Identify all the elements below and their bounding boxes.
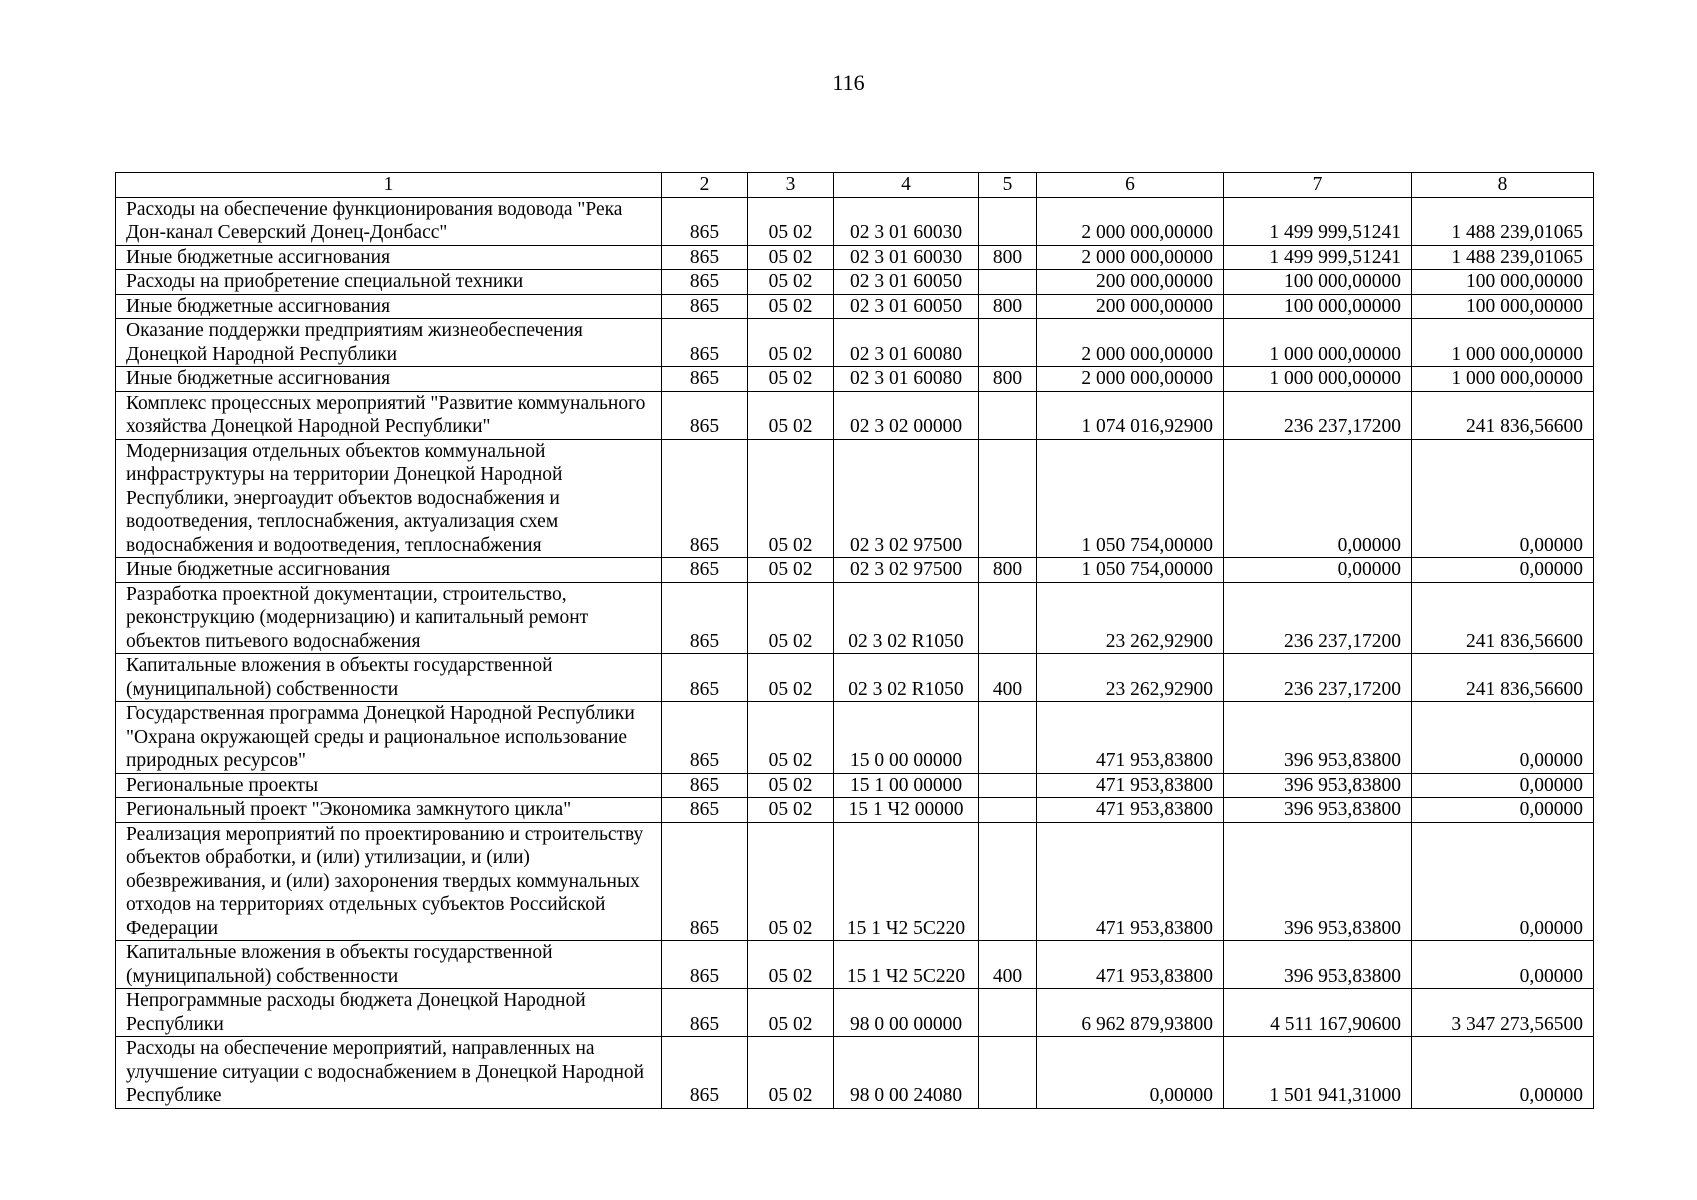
cell-expense-type bbox=[979, 822, 1037, 941]
cell-expense-type bbox=[979, 319, 1037, 367]
cell-amount-3: 241 836,56600 bbox=[1412, 582, 1594, 654]
cell-admin-code: 865 bbox=[662, 798, 748, 823]
cell-amount-1: 471 953,83800 bbox=[1037, 822, 1224, 941]
cell-section-code: 05 02 bbox=[748, 197, 834, 245]
cell-expense-type bbox=[979, 773, 1037, 798]
cell-admin-code: 865 bbox=[662, 367, 748, 392]
cell-admin-code: 865 bbox=[662, 822, 748, 941]
cell-admin-code: 865 bbox=[662, 197, 748, 245]
cell-target-code: 98 0 00 24080 bbox=[834, 1037, 979, 1109]
table-row bbox=[116, 702, 1594, 774]
cell-admin-code: 865 bbox=[662, 1037, 748, 1109]
cell-amount-1: 0,00000 bbox=[1037, 1037, 1224, 1109]
cell-amount-2: 1 000 000,00000 bbox=[1224, 319, 1412, 367]
cell-amount-1: 6 962 879,93800 bbox=[1037, 989, 1224, 1037]
cell-target-code: 02 3 01 60030 bbox=[834, 197, 979, 245]
cell-amount-2: 1 499 999,51241 bbox=[1224, 245, 1412, 270]
table-row bbox=[116, 558, 1594, 583]
column-header: 3 bbox=[748, 173, 834, 198]
table-row bbox=[116, 582, 1594, 654]
cell-amount-1: 200 000,00000 bbox=[1037, 294, 1224, 319]
cell-admin-code: 865 bbox=[662, 582, 748, 654]
cell-target-code: 02 3 01 60080 bbox=[834, 367, 979, 392]
cell-amount-3: 3 347 273,56500 bbox=[1412, 989, 1594, 1037]
budget-table bbox=[115, 172, 1594, 1109]
cell-amount-1: 2 000 000,00000 bbox=[1037, 319, 1224, 367]
cell-name: Непрограммные расходы бюджета Донецкой Народной Республики bbox=[116, 989, 662, 1037]
cell-section-code: 05 02 bbox=[748, 798, 834, 823]
cell-expense-type bbox=[979, 798, 1037, 823]
cell-name: Комплекс процессных мероприятий "Развитие коммунального хозяйства Донецкой Народной Республики" bbox=[116, 391, 662, 439]
cell-name: Расходы на приобретение специальной техники bbox=[116, 270, 662, 295]
cell-amount-2: 396 953,83800 bbox=[1224, 941, 1412, 989]
cell-name: Реализация мероприятий по проектированию и строительству объектов обработки, и (или) утилизации, и (или) обезвреживания, и (или) захоронения твердых коммунальных отходов на территориях отдельных субъектов Российской Федерации bbox=[116, 822, 662, 941]
cell-expense-type bbox=[979, 391, 1037, 439]
cell-expense-type: 800 bbox=[979, 367, 1037, 392]
cell-target-code: 02 3 01 60050 bbox=[834, 294, 979, 319]
cell-admin-code: 865 bbox=[662, 558, 748, 583]
cell-target-code: 02 3 01 60080 bbox=[834, 319, 979, 367]
table-row bbox=[116, 270, 1594, 295]
cell-target-code: 02 3 02 97500 bbox=[834, 439, 979, 558]
cell-amount-3: 1 000 000,00000 bbox=[1412, 319, 1594, 367]
cell-target-code: 15 1 00 00000 bbox=[834, 773, 979, 798]
cell-expense-type bbox=[979, 582, 1037, 654]
table-row bbox=[116, 1037, 1594, 1109]
cell-amount-2: 1 499 999,51241 bbox=[1224, 197, 1412, 245]
cell-expense-type bbox=[979, 270, 1037, 295]
cell-amount-1: 1 050 754,00000 bbox=[1037, 439, 1224, 558]
cell-section-code: 05 02 bbox=[748, 391, 834, 439]
cell-admin-code: 865 bbox=[662, 319, 748, 367]
table-row bbox=[116, 367, 1594, 392]
cell-amount-2: 396 953,83800 bbox=[1224, 822, 1412, 941]
cell-amount-2: 0,00000 bbox=[1224, 439, 1412, 558]
column-header: 6 bbox=[1037, 173, 1224, 198]
cell-section-code: 05 02 bbox=[748, 558, 834, 583]
table-row bbox=[116, 798, 1594, 823]
cell-section-code: 05 02 bbox=[748, 439, 834, 558]
cell-target-code: 02 3 01 60030 bbox=[834, 245, 979, 270]
header-row bbox=[116, 173, 1594, 198]
cell-amount-1: 23 262,92900 bbox=[1037, 582, 1224, 654]
cell-amount-3: 0,00000 bbox=[1412, 798, 1594, 823]
cell-target-code: 15 1 Ч2 5С220 bbox=[834, 941, 979, 989]
table-row bbox=[116, 654, 1594, 702]
table-row bbox=[116, 989, 1594, 1037]
table-row bbox=[116, 319, 1594, 367]
column-header: 5 bbox=[979, 173, 1037, 198]
cell-name: Расходы на обеспечение функционирования водовода "Река Дон-канал Северский Донец-Донбасс" bbox=[116, 197, 662, 245]
cell-amount-1: 200 000,00000 bbox=[1037, 270, 1224, 295]
cell-expense-type: 400 bbox=[979, 941, 1037, 989]
cell-amount-3: 1 488 239,01065 bbox=[1412, 197, 1594, 245]
cell-amount-1: 471 953,83800 bbox=[1037, 702, 1224, 774]
cell-name: Иные бюджетные ассигнования bbox=[116, 294, 662, 319]
cell-section-code: 05 02 bbox=[748, 367, 834, 392]
cell-amount-2: 396 953,83800 bbox=[1224, 798, 1412, 823]
cell-name: Региональные проекты bbox=[116, 773, 662, 798]
cell-section-code: 05 02 bbox=[748, 270, 834, 295]
cell-amount-3: 1 000 000,00000 bbox=[1412, 367, 1594, 392]
column-header: 2 bbox=[662, 173, 748, 198]
cell-amount-1: 2 000 000,00000 bbox=[1037, 197, 1224, 245]
cell-section-code: 05 02 bbox=[748, 245, 834, 270]
cell-admin-code: 865 bbox=[662, 245, 748, 270]
cell-target-code: 02 3 01 60050 bbox=[834, 270, 979, 295]
cell-amount-1: 1 050 754,00000 bbox=[1037, 558, 1224, 583]
table-body bbox=[116, 197, 1594, 1108]
table-row bbox=[116, 773, 1594, 798]
cell-amount-1: 23 262,92900 bbox=[1037, 654, 1224, 702]
cell-admin-code: 865 bbox=[662, 702, 748, 774]
page-number: 116 bbox=[832, 70, 865, 95]
table-row bbox=[116, 391, 1594, 439]
cell-admin-code: 865 bbox=[662, 989, 748, 1037]
cell-amount-3: 0,00000 bbox=[1412, 439, 1594, 558]
cell-name: Региональный проект "Экономика замкнутого цикла" bbox=[116, 798, 662, 823]
cell-amount-2: 0,00000 bbox=[1224, 558, 1412, 583]
cell-section-code: 05 02 bbox=[748, 702, 834, 774]
cell-name: Иные бюджетные ассигнования bbox=[116, 367, 662, 392]
cell-expense-type: 400 bbox=[979, 654, 1037, 702]
column-header: 1 bbox=[116, 173, 662, 198]
cell-target-code: 15 1 Ч2 00000 bbox=[834, 798, 979, 823]
column-header: 8 bbox=[1412, 173, 1594, 198]
cell-amount-2: 236 237,17200 bbox=[1224, 391, 1412, 439]
cell-name: Государственная программа Донецкой Народной Республики "Охрана окружающей среды и рациональное использование природных ресурсов" bbox=[116, 702, 662, 774]
cell-admin-code: 865 bbox=[662, 654, 748, 702]
cell-name: Модернизация отдельных объектов коммунальной инфраструктуры на территории Донецкой Народной Республики, энергоаудит объектов водоснабжения и водоотведения, теплоснабжения, актуализация схем водоснабжения и водоотведения, теплоснабжения bbox=[116, 439, 662, 558]
cell-section-code: 05 02 bbox=[748, 1037, 834, 1109]
cell-section-code: 05 02 bbox=[748, 582, 834, 654]
cell-amount-2: 4 511 167,90600 bbox=[1224, 989, 1412, 1037]
cell-amount-3: 241 836,56600 bbox=[1412, 391, 1594, 439]
cell-section-code: 05 02 bbox=[748, 294, 834, 319]
table-row bbox=[116, 294, 1594, 319]
cell-name: Капитальные вложения в объекты государственной (муниципальной) собственности bbox=[116, 941, 662, 989]
cell-admin-code: 865 bbox=[662, 941, 748, 989]
cell-target-code: 15 1 Ч2 5С220 bbox=[834, 822, 979, 941]
cell-name: Иные бюджетные ассигнования bbox=[116, 245, 662, 270]
cell-amount-3: 0,00000 bbox=[1412, 773, 1594, 798]
cell-target-code: 02 3 02 R1050 bbox=[834, 654, 979, 702]
cell-expense-type: 800 bbox=[979, 294, 1037, 319]
column-header: 4 bbox=[834, 173, 979, 198]
cell-section-code: 05 02 bbox=[748, 941, 834, 989]
table-row bbox=[116, 197, 1594, 245]
cell-amount-3: 241 836,56600 bbox=[1412, 654, 1594, 702]
cell-name: Оказание поддержки предприятиям жизнеобеспечения Донецкой Народной Республики bbox=[116, 319, 662, 367]
cell-section-code: 05 02 bbox=[748, 989, 834, 1037]
cell-amount-3: 0,00000 bbox=[1412, 822, 1594, 941]
cell-section-code: 05 02 bbox=[748, 773, 834, 798]
cell-amount-1: 1 074 016,92900 bbox=[1037, 391, 1224, 439]
cell-expense-type bbox=[979, 702, 1037, 774]
cell-amount-2: 236 237,17200 bbox=[1224, 654, 1412, 702]
cell-amount-2: 396 953,83800 bbox=[1224, 702, 1412, 774]
cell-amount-2: 236 237,17200 bbox=[1224, 582, 1412, 654]
cell-amount-2: 100 000,00000 bbox=[1224, 270, 1412, 295]
cell-amount-3: 0,00000 bbox=[1412, 558, 1594, 583]
cell-target-code: 02 3 02 97500 bbox=[834, 558, 979, 583]
table-row bbox=[116, 439, 1594, 558]
cell-admin-code: 865 bbox=[662, 773, 748, 798]
table-row bbox=[116, 822, 1594, 941]
cell-admin-code: 865 bbox=[662, 439, 748, 558]
cell-expense-type: 800 bbox=[979, 245, 1037, 270]
cell-expense-type bbox=[979, 989, 1037, 1037]
cell-amount-3: 0,00000 bbox=[1412, 941, 1594, 989]
cell-name: Капитальные вложения в объекты государственной (муниципальной) собственности bbox=[116, 654, 662, 702]
cell-admin-code: 865 bbox=[662, 391, 748, 439]
column-header: 7 bbox=[1224, 173, 1412, 198]
cell-expense-type bbox=[979, 439, 1037, 558]
cell-section-code: 05 02 bbox=[748, 654, 834, 702]
cell-expense-type: 800 bbox=[979, 558, 1037, 583]
cell-amount-3: 1 488 239,01065 bbox=[1412, 245, 1594, 270]
cell-expense-type bbox=[979, 1037, 1037, 1109]
cell-admin-code: 865 bbox=[662, 270, 748, 295]
table-row bbox=[116, 941, 1594, 989]
cell-amount-2: 1 501 941,31000 bbox=[1224, 1037, 1412, 1109]
cell-target-code: 02 3 02 R1050 bbox=[834, 582, 979, 654]
cell-amount-3: 0,00000 bbox=[1412, 702, 1594, 774]
cell-amount-3: 100 000,00000 bbox=[1412, 270, 1594, 295]
cell-name: Расходы на обеспечение мероприятий, направленных на улучшение ситуации с водоснабжением в Донецкой Народной Республике bbox=[116, 1037, 662, 1109]
cell-amount-3: 0,00000 bbox=[1412, 1037, 1594, 1109]
cell-admin-code: 865 bbox=[662, 294, 748, 319]
cell-amount-3: 100 000,00000 bbox=[1412, 294, 1594, 319]
cell-section-code: 05 02 bbox=[748, 319, 834, 367]
cell-amount-2: 396 953,83800 bbox=[1224, 773, 1412, 798]
cell-expense-type bbox=[979, 197, 1037, 245]
cell-amount-1: 2 000 000,00000 bbox=[1037, 245, 1224, 270]
cell-section-code: 05 02 bbox=[748, 822, 834, 941]
cell-target-code: 15 0 00 00000 bbox=[834, 702, 979, 774]
cell-amount-1: 471 953,83800 bbox=[1037, 798, 1224, 823]
cell-target-code: 98 0 00 00000 bbox=[834, 989, 979, 1037]
cell-name: Иные бюджетные ассигнования bbox=[116, 558, 662, 583]
cell-target-code: 02 3 02 00000 bbox=[834, 391, 979, 439]
cell-amount-1: 471 953,83800 bbox=[1037, 773, 1224, 798]
cell-amount-1: 2 000 000,00000 bbox=[1037, 367, 1224, 392]
cell-amount-1: 471 953,83800 bbox=[1037, 941, 1224, 989]
cell-name: Разработка проектной документации, строительство, реконструкцию (модернизацию) и капитальный ремонт объектов питьевого водоснабжения bbox=[116, 582, 662, 654]
cell-amount-2: 1 000 000,00000 bbox=[1224, 367, 1412, 392]
cell-amount-2: 100 000,00000 bbox=[1224, 294, 1412, 319]
table-row bbox=[116, 245, 1594, 270]
